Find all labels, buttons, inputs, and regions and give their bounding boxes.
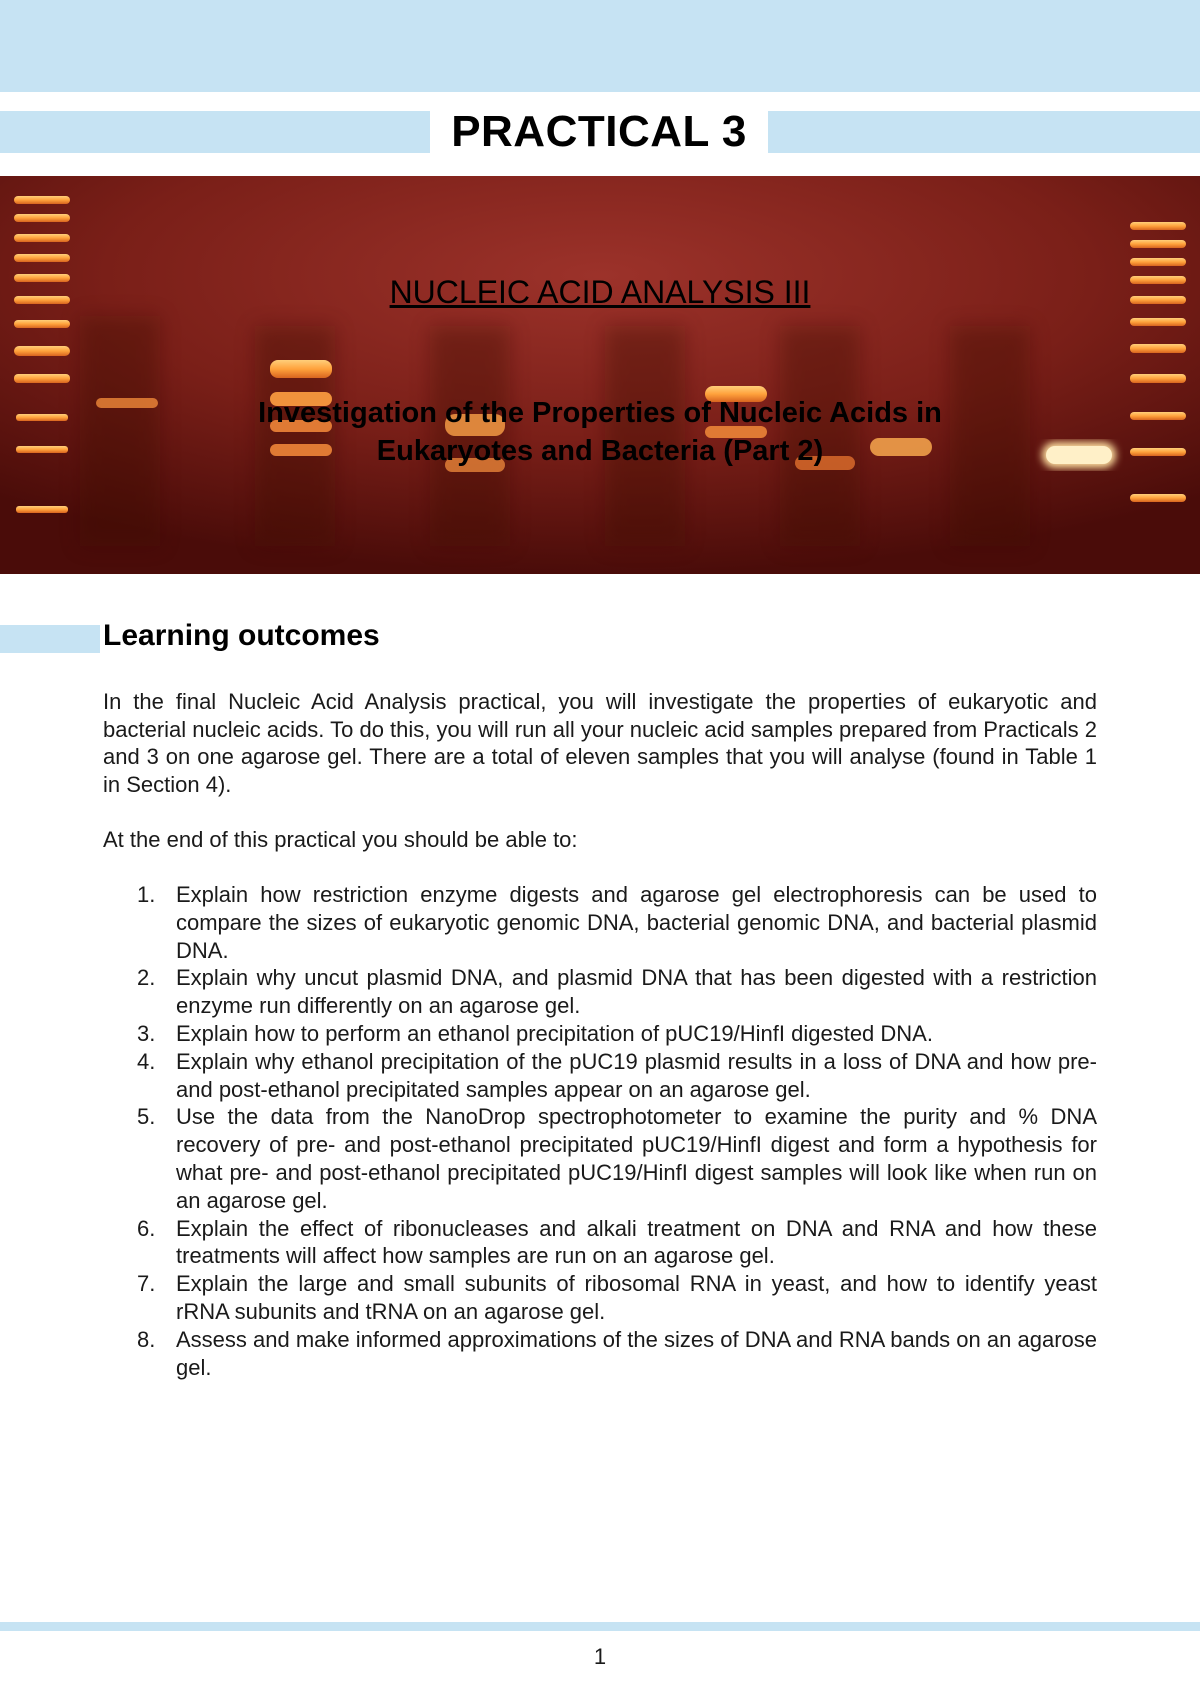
list-item-text: Explain why ethanol precipitation of the pUC19 plasmid results in a loss of DNA and how pre- and post-ethanol precipitated samples appear on an agarose gel.	[176, 1048, 1097, 1102]
gel-electrophoresis-banner	[0, 176, 1200, 574]
list-item-number: 6.	[137, 1215, 156, 1241]
list-item-text: Explain how to perform an ethanol precipitation of pUC19/HinfI digested DNA.	[176, 1020, 933, 1046]
page-number: 1	[593, 1644, 607, 1669]
list-item	[103, 1326, 1097, 1382]
list-item-number: 3.	[137, 1020, 156, 1046]
agarose-gel-image	[0, 176, 1200, 574]
list-item-text: Use the data from the NanoDrop spectrophotometer to examine the purity and % DNA recovery of pre- and post-ethanol precipitated pUC19/HinfI digest and form a hypothesis for what pre- and post-ethanol precipitated pUC19/HinfI digest samples will look like when run on an agarose gel.	[176, 1104, 1097, 1213]
top-decorative-band	[0, 0, 1200, 92]
banner-title: NUCLEIC ACID ANALYSIS III	[389, 274, 811, 310]
list-item	[103, 1048, 1097, 1104]
list-item-text: Explain the large and small subunits of ribosomal RNA in yeast, and how to identify yeast rRNA subunits and tRNA on an agarose gel.	[176, 1271, 1097, 1324]
lead-sentence: At the end of this practical you should be able to:	[103, 827, 578, 852]
section-marker-bar	[0, 625, 100, 653]
list-item-text: Explain how restriction enzyme digests and agarose gel electrophoresis can be used to compare the sizes of eukaryotic genomic DNA, bacterial genomic DNA, and bacterial plasmid DNA.	[176, 882, 1097, 963]
intro-paragraph: In the final Nucleic Acid Analysis practical, you will investigate the properties of eukaryotic and bacterial nucleic acids. To do this, you will run all your nucleic acid samples prepared from Practicals 2 and 3 on one agarose gel. There are a total of eleven samples that you will analyse (found in Table 1 in Section 4).	[103, 689, 1097, 797]
banner-subtitle-line1: Investigation of the Properties of Nucleic Acids in	[258, 397, 942, 429]
list-item	[103, 1270, 1097, 1326]
list-item-text: Explain why uncut plasmid DNA, and plasmid DNA that has been digested with a restriction enzyme run differently on an agarose gel.	[176, 965, 1097, 1019]
list-item	[103, 1215, 1097, 1271]
list-item-number: 2.	[137, 965, 156, 991]
practical-title: PRACTICAL 3	[430, 104, 768, 160]
list-item	[103, 1020, 1097, 1048]
banner-subtitle	[150, 394, 1050, 470]
list-item	[103, 964, 1097, 1020]
learning-outcomes-heading: Learning outcomes	[103, 619, 380, 652]
list-item-number: 8.	[137, 1326, 156, 1352]
list-item	[103, 881, 1097, 964]
banner-subtitle-line2: Eukaryotes and Bacteria (Part 2)	[376, 435, 824, 467]
list-item-number: 4.	[137, 1048, 156, 1074]
list-item-text: Assess and make informed approximations of the sizes of DNA and RNA bands on an agarose gel.	[176, 1326, 1097, 1380]
list-item	[103, 1103, 1097, 1214]
learning-outcomes-list	[103, 881, 1097, 1381]
footer-decorative-band	[0, 1622, 1200, 1631]
list-item-number: 7.	[137, 1271, 156, 1297]
list-item-text: Explain the effect of ribonucleases and alkali treatment on DNA and RNA and how these treatments will affect how samples are run on an agarose gel.	[176, 1215, 1097, 1269]
list-item-number: 1.	[137, 882, 156, 907]
list-item-number: 5.	[137, 1104, 156, 1130]
